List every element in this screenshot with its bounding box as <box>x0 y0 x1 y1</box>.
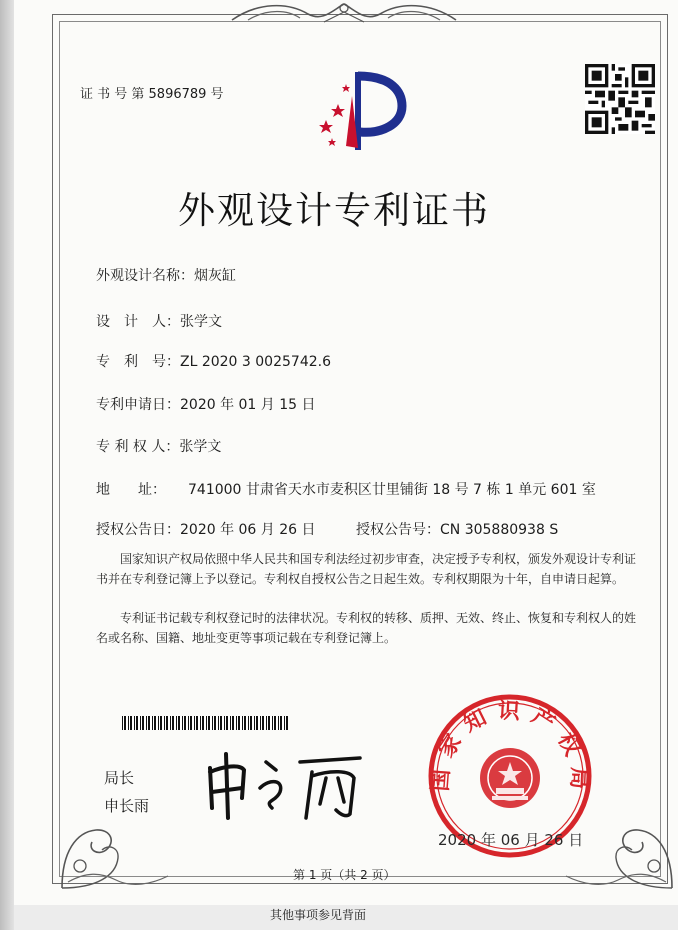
address-label: 地 址： <box>96 482 166 498</box>
qr-code <box>585 64 655 134</box>
patentee-field: 专 利 权 人：张学文 <box>96 439 222 455</box>
certificate-number: 证 书 号 第 5896789 号 <box>80 87 224 102</box>
top-scroll-ornament <box>228 0 460 24</box>
design-name-field: 外观设计名称：烟灰缸 <box>96 268 236 284</box>
director-title: 局长 <box>104 769 135 787</box>
grant-number-field: 授权公告号：CN 305880938 S <box>356 522 559 538</box>
patent-number-field: 专 利 号：ZL 2020 3 0025742.6 <box>96 354 331 370</box>
page-indicator: 第 1 页（共 2 页） <box>293 868 396 882</box>
barcode <box>122 716 288 730</box>
grant-date-field: 授权公告日：2020 年 06 月 26 日 <box>96 522 316 538</box>
page-edge-shadow <box>0 0 14 930</box>
footer-note: 其他事项参见背面 <box>270 908 367 922</box>
filing-date-field: 专利申请日：2020 年 01 月 15 日 <box>96 397 316 413</box>
cnipa-logo <box>310 66 410 152</box>
director-name: 申长雨 <box>104 797 150 815</box>
certificate-title: 外观设计专利证书 <box>178 189 490 232</box>
designer-field: 设 计 人：张学文 <box>96 314 222 330</box>
director-signature <box>200 748 380 822</box>
legal-statement-paragraph: 国家知识产权局依照中华人民共和国专利法经过初步审查，决定授予专利权，颁发外观设计专利证书并在专利登记簿上予以登记。专利权自授权公告之日起生效。专利权期限为十年，自申请日起算。 <box>96 552 637 586</box>
address-value: 741000 甘肃省天水市麦积区廿里铺街 18 号 7 栋 1 单元 601 室 <box>188 482 596 498</box>
legal-status-paragraph: 专利证书记载专利权登记时的法律状况。专利权的转移、质押、无效、终止、恢复和专利权人的姓名或名称、国籍、地址变更等事项记载在专利登记簿上。 <box>96 611 637 645</box>
patent-certificate <box>14 0 678 905</box>
seal-date: 2020 年 06 月 26 日 <box>438 831 584 849</box>
seal-text: 国家知识产权局 <box>428 698 592 800</box>
